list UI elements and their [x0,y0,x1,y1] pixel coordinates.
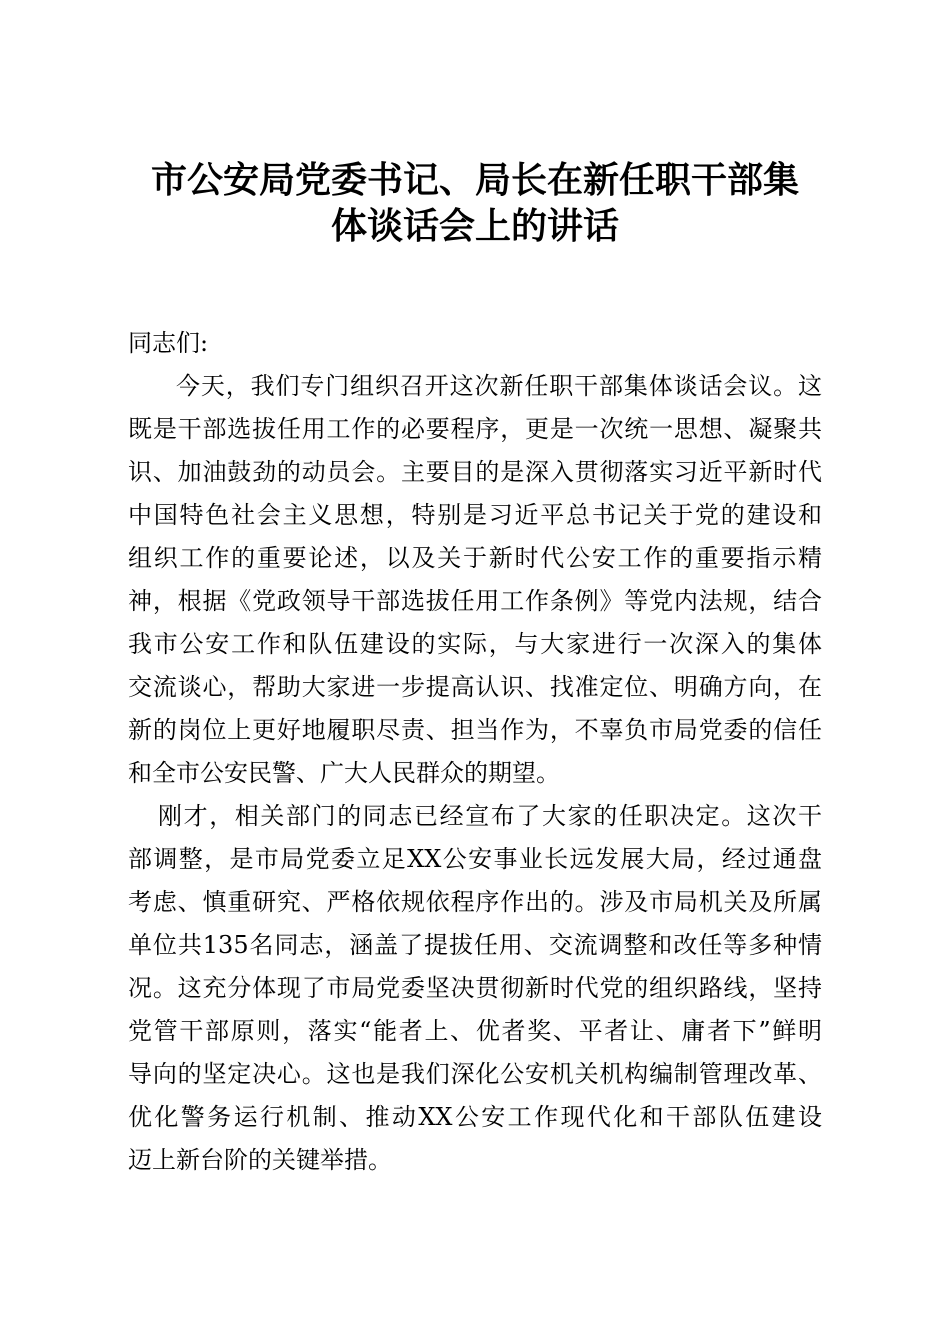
paragraph-line: 优化警务运行机制、推动XX公安工作现代化和干部队伍建设 [128,1103,822,1131]
paragraph-line: 神，根据《党政领导干部选拔任用工作条例》等党内法规，结合 [128,587,822,615]
title-line-2: 体谈话会上的讲话 [330,206,619,247]
paragraph-line: 党管干部原则，落实“能者上、优者奖、平者让、庸者下”鲜明 [128,1017,822,1045]
paragraph-line: 部调整，是市局党委立足XX公安事业长远发展大局，经过通盘 [128,845,822,873]
salutation: 同志们: [128,329,209,357]
paragraph-line: 新的岗位上更好地履职尽责、担当作为，不辜负市局党委的信任 [128,716,822,744]
paragraph-line: 今天，我们专门组织召开这次新任职干部集体谈话会议。这 [176,372,822,400]
paragraph-line: 我市公安工作和队伍建设的实际，与大家进行一次深入的集体 [128,630,822,658]
paragraph-line: 中国特色社会主义思想，特别是习近平总书记关于党的建设和 [128,501,822,529]
paragraph-line: 既是干部选拔任用工作的必要程序，更是一次统一思想、凝聚共 [128,415,822,443]
paragraph-line: 考虑、慎重研究、严格依规依程序作出的。涉及市局机关及所属 [128,888,822,916]
paragraph-line: 和全市公安民警、广大人民群众的期望。 [128,759,560,787]
document-body [128,322,822,1182]
paragraph-line: 刚才，相关部门的同志已经宣布了大家的任职决定。这次干 [158,802,822,830]
paragraph-line: 组织工作的重要论述，以及关于新时代公安工作的重要指示精 [128,544,822,572]
paragraph-2 [128,795,822,1182]
paragraph-line: 迈上新台阶的关键举措。 [128,1146,392,1174]
paragraph-line: 识、加油鼓劲的动员会。主要目的是深入贯彻落实习近平新时代 [128,458,822,486]
paragraph-line: 导向的坚定决心。这也是我们深化公安机关机构编制管理改革、 [128,1060,822,1088]
title-line-1: 市公安局党委书记、局长在新任职干部集 [150,160,799,201]
paragraph-line: 交流谈心，帮助大家进一步提高认识、找准定位、明确方向，在 [128,673,822,701]
document-title [128,158,822,250]
paragraph-line: 单位共135名同志，涵盖了提拔任用、交流调整和改任等多种情 [128,931,822,959]
paragraph-line: 况。这充分体现了市局党委坚决贯彻新时代党的组织路线，坚持 [128,974,822,1002]
paragraph-1 [128,365,822,795]
